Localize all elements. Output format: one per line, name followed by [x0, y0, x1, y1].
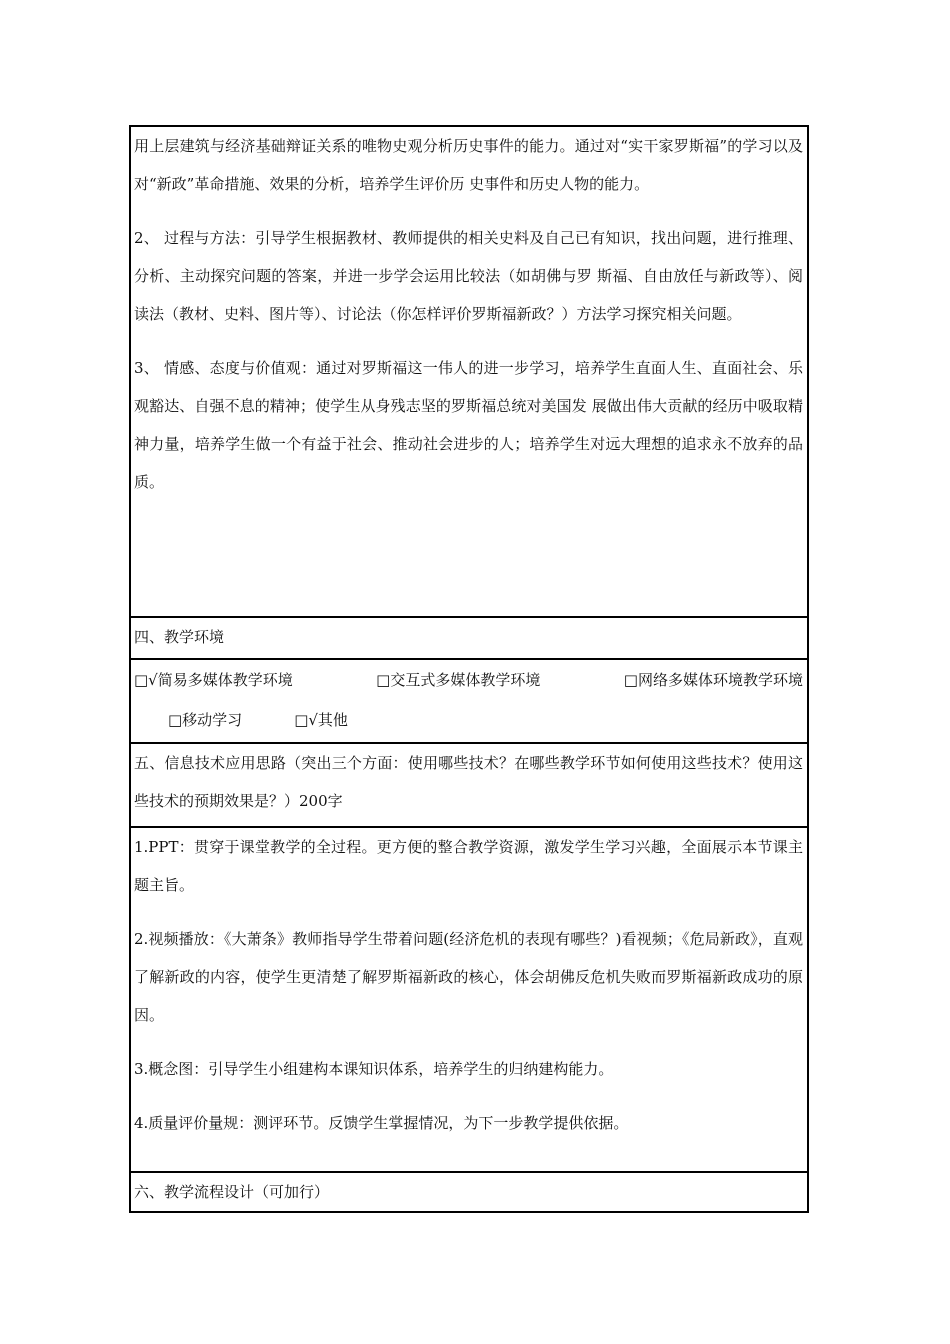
section5-title-cell	[131, 742, 807, 826]
option-mobile-learning[interactable]: □移动学习	[168, 711, 243, 729]
section4-title: 四、教学环境	[134, 628, 225, 646]
process-method-objective: 2、 过程与方法：引导学生根据教材、教师提供的相关史料及自己已有知识，找出问题，进行推理、分析、主动探究问题的答案，并进一步学会运用比较法（如胡佛与罗 斯福、自由放任与新政等）、阅读法（教材、史料、图片等）、讨论法（你怎样评价罗斯福新政？）方法学习探究相关问题。	[134, 229, 803, 323]
option-interactive-multimedia[interactable]: □交互式多媒体教学环境	[376, 671, 541, 689]
lesson-plan-table	[129, 125, 809, 1213]
tech-application-cell	[131, 826, 807, 1171]
emotion-value-objective: 3、 情感、态度与价值观：通过对罗斯福这一伟人的进一步学习，培养学生直面人生、直面社会、乐观豁达、自强不息的精神；使学生从身残志坚的罗斯福总统对美国发 展做出伟大贡献的经历中吸取精神力量，培养学生做一个有益于社会、推动社会进步的人；培养学生对远大理想的追求永不放弃的品质。	[134, 359, 803, 491]
option-simple-multimedia[interactable]: □√简易多媒体教学环境	[134, 671, 293, 689]
ability-objective-text: 用上层建筑与经济基础辩证关系的唯物史观分析历史事件的能力。通过对“实干家罗斯福”的学习以及对“新政”革命措施、效果的分析，培养学生评价历 史事件和历史人物的能力。	[134, 137, 803, 193]
option-other[interactable]: □√其他	[294, 711, 348, 729]
section4-title-cell	[131, 616, 807, 658]
section6-title: 六、教学流程设计（可加行）	[134, 1183, 330, 1201]
tech-item-ppt: 1.PPT：贯穿于课堂教学的全过程。更方便的整合教学资源，激发学生学习兴趣，全面展示本节课主题主旨。	[134, 838, 803, 894]
section5-title: 五、信息技术应用思路（突出三个方面：使用哪些技术？在哪些教学环节如何使用这些技术？使用这些技术的预期效果是？）200字	[134, 754, 803, 810]
section6-title-cell	[131, 1171, 807, 1211]
tech-item-concept-map: 3.概念图：引导学生小组建构本课知识体系，培养学生的归纳建构能力。	[134, 1060, 614, 1078]
environment-options-cell	[131, 658, 807, 742]
objectives-cell	[131, 127, 807, 616]
tech-item-video: 2.视频播放：《大萧条》教师指导学生带着问题(经济危机的表现有哪些？)看视频；《危局新政》，直观了解新政的内容，使学生更清楚了解罗斯福新政的核心，体会胡佛反危机失败而罗斯福新政成功的原因。	[134, 930, 803, 1024]
tech-item-rubric: 4.质量评价量规：测评环节。反馈学生掌握情况，为下一步教学提供依据。	[134, 1114, 629, 1132]
option-network-multimedia[interactable]: □网络多媒体环境教学环境	[623, 671, 803, 689]
